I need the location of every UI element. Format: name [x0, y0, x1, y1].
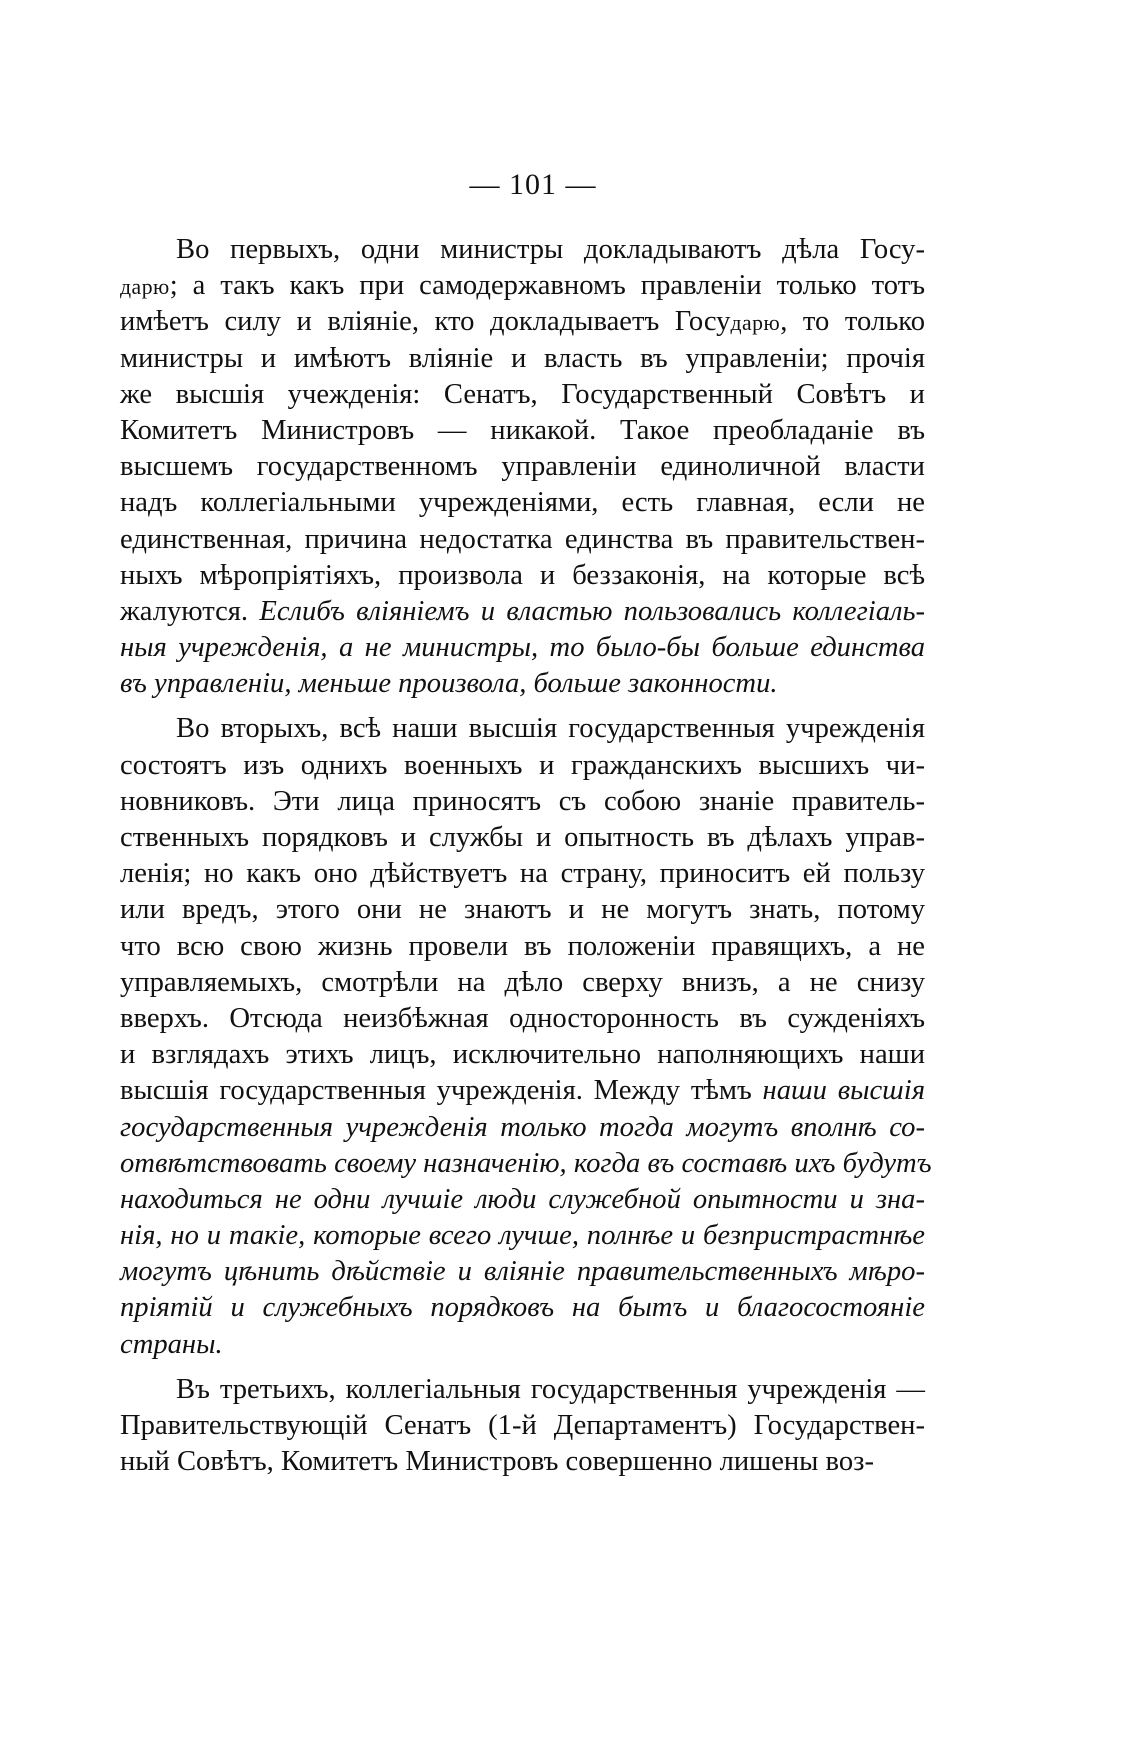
text-segment: министры и имѣютъ вліяніе и власть въ управленіи; прочія	[120, 342, 925, 374]
text-line	[120, 594, 925, 630]
small-caps-text: дарю	[120, 275, 170, 300]
text-segment: ственныхъ порядковъ и службы и опытность въ дѣлахъ управ-	[120, 822, 925, 853]
text-line	[120, 856, 925, 892]
text-line	[120, 341, 925, 377]
text-segment: ныхъ мѣропріятіяхъ, произвола и беззаконія, на которые всѣ	[120, 559, 925, 591]
text-line	[120, 784, 925, 820]
text-segment: Правительствующій Сенатъ (1-й Департаментъ) Государствен-	[120, 1410, 925, 1441]
text-line	[120, 232, 925, 268]
text-segment: Во вторыхъ, всѣ наши высшія государственныя учрежденія	[176, 713, 925, 745]
text-segment: Комитетъ Министровъ — никакой. Такое преобладаніе въ	[120, 414, 925, 446]
text-line	[120, 1254, 925, 1290]
text-line	[120, 558, 925, 594]
text-line	[120, 268, 925, 304]
italic-text: государственныя учрежденія только тогда могутъ вполнѣ со-	[120, 1111, 925, 1143]
text-line	[120, 1327, 925, 1363]
text-segment: жалуются.	[120, 595, 260, 627]
text-line	[120, 965, 925, 1001]
text-line	[120, 1037, 925, 1073]
text-segment: высшія государственныя учрежденія. Между тѣмъ	[120, 1075, 763, 1107]
text-line	[120, 1110, 925, 1146]
text-segment: единственная, причина недостатка единства въ правительствен-	[120, 523, 925, 555]
text-line	[120, 1182, 925, 1218]
italic-text: находиться не одни лучшіе люди служебной опытности и зна-	[120, 1183, 925, 1215]
text-line	[120, 377, 925, 413]
text-segment: , то только	[780, 306, 925, 338]
text-line	[120, 1290, 925, 1326]
text-line	[120, 748, 925, 784]
text-line	[120, 630, 925, 666]
text-line	[120, 1001, 925, 1037]
text-line	[120, 666, 925, 702]
text-segment: ный Совѣтъ, Комитетъ Министровъ совершенно лишены воз-	[120, 1446, 874, 1478]
text-segment: вверхъ. Отсюда неизбѣжная односторонность въ сужденіяхъ	[120, 1002, 925, 1034]
text-line	[120, 1073, 925, 1109]
italic-text: наши высшія	[762, 1075, 925, 1107]
page-number: — 101 —	[469, 168, 597, 201]
text-line	[120, 304, 925, 340]
text-line	[120, 892, 925, 928]
text-line	[120, 929, 925, 965]
text-segment: же высшія учежденія: Сенатъ, Государственный Совѣтъ и	[120, 378, 925, 410]
text-line	[120, 711, 925, 747]
italic-text: могутъ цѣнить дѣйствіе и вліяніе правительственныхъ мѣро-	[120, 1256, 925, 1288]
italic-text: нія, но и такіе, которые всего лучше, полнѣе и безпристрастнѣе	[120, 1220, 925, 1252]
small-caps-text: дарю	[730, 311, 781, 336]
text-segment: Въ третьихъ, коллегіальныя государственныя учрежденія —	[176, 1373, 925, 1405]
text-segment: высшемъ государственномъ управленіи единоличной власти	[120, 451, 925, 483]
text-segment: надъ коллегіальными учрежденіями, есть главная, если не	[120, 487, 925, 519]
italic-text: Еслибъ вліяніемъ и властью пользовались коллегіаль-	[259, 595, 925, 627]
text-segment: что всю свою жизнь провели въ положеніи правящихъ, а не	[120, 930, 925, 962]
text-line	[120, 1444, 925, 1480]
text-line	[120, 413, 925, 449]
text-line	[120, 485, 925, 521]
text-segment: состоятъ изъ однихъ военныхъ и гражданскихъ высшихъ чи-	[120, 749, 925, 781]
italic-text: ныя учрежденія, а не министры, то было-бы больше единства	[120, 632, 925, 664]
italic-text: пріятій и служебныхъ порядковъ на бытъ и благосостояніе	[120, 1292, 925, 1324]
text-line	[120, 1408, 925, 1444]
paragraph	[120, 711, 932, 1362]
paragraph	[120, 232, 925, 702]
text-segment: или вредъ, этого они не знаютъ и не могутъ знать, потому	[120, 894, 925, 926]
italic-text: страны.	[120, 1328, 223, 1360]
paragraph	[120, 1372, 925, 1481]
text-line	[120, 522, 925, 558]
text-line	[120, 1372, 925, 1408]
text-line	[120, 1146, 932, 1182]
italic-text: въ управленіи, меньше произвола, больше законности.	[120, 668, 778, 700]
body-text	[120, 232, 932, 1480]
text-line	[120, 820, 925, 856]
text-segment: ленія; но какъ оно дѣйствуетъ на страну, приноситъ ей пользу	[120, 858, 925, 890]
text-line	[120, 1218, 925, 1254]
text-segment: имѣетъ силу и вліяніе, кто докладываетъ Госу	[120, 306, 731, 338]
text-segment: ; а такъ какъ при самодержавномъ правленіи только тотъ	[169, 270, 925, 302]
text-line	[120, 449, 925, 485]
italic-text: отвѣтствовать своему назначенію, когда въ составѣ ихъ будутъ	[120, 1147, 932, 1179]
text-segment: Во первыхъ, одни министры докладываютъ дѣла Госу-	[176, 234, 925, 265]
text-segment: новниковъ. Эти лица приносятъ съ собою знаніе правитель-	[120, 785, 925, 817]
text-segment: управляемыхъ, смотрѣли на дѣло сверху внизъ, а не снизу	[120, 966, 925, 998]
text-segment: и взглядахъ этихъ лицъ, исключительно наполняющихъ наши	[120, 1039, 925, 1071]
